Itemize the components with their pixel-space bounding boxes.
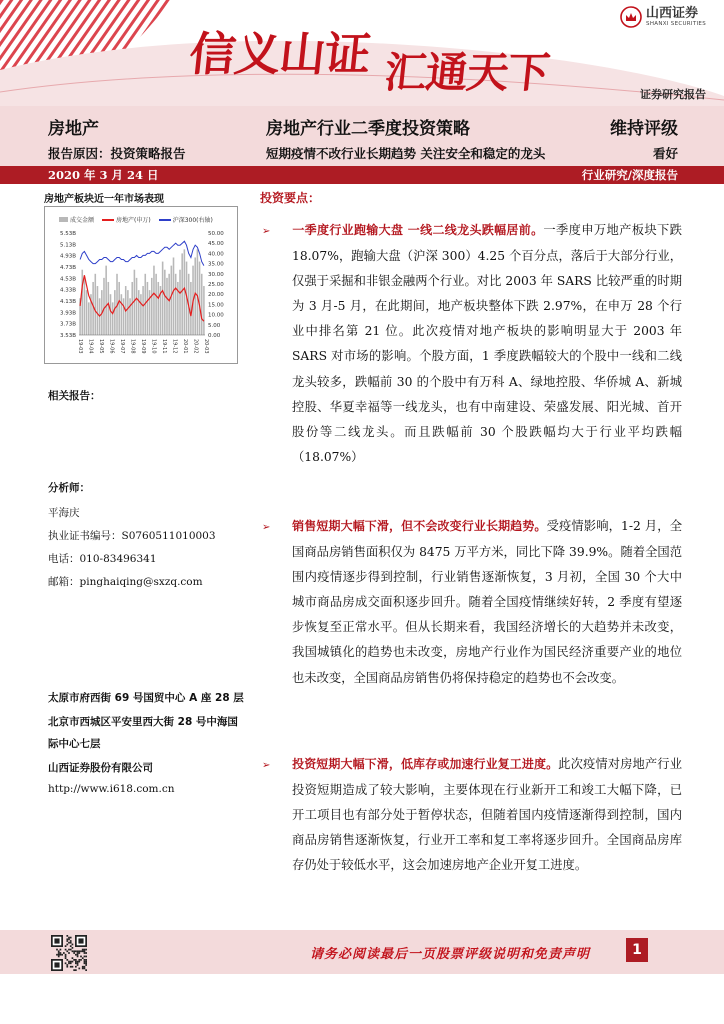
qr-module	[66, 966, 68, 968]
qr-module	[73, 969, 75, 971]
address-taiyuan: 太原市府西街 69 号国贸中心 A 座 28 层	[48, 692, 244, 704]
qr-module	[78, 950, 80, 952]
qr-module	[58, 952, 60, 954]
left-axis-tick: 3.53B	[59, 333, 76, 339]
qr-module	[65, 949, 67, 951]
x-axis-tick: 19-11	[161, 339, 167, 354]
right-axis-tick: 40.00	[208, 251, 224, 258]
company-logo	[620, 6, 706, 28]
qr-module	[66, 938, 68, 940]
qr-module	[77, 956, 79, 958]
volume-bar	[140, 294, 142, 335]
point-2	[262, 514, 682, 691]
report-title: 房地产行业二季度投资策略	[266, 119, 470, 139]
qr-module	[82, 957, 84, 959]
logo-en-text: SHANXI SECURITIES	[646, 20, 706, 27]
volume-bar	[88, 302, 90, 335]
qr-module	[75, 969, 77, 971]
logo-cn-text: 山西证券	[646, 5, 699, 21]
qr-module	[60, 952, 62, 954]
qr-module	[80, 956, 82, 958]
address-beijing-line2: 际中心七层	[48, 738, 101, 750]
market-chart-plot	[45, 207, 237, 363]
logo-icon	[620, 6, 642, 28]
qr-module	[70, 945, 72, 947]
slogan-part-1: 信义山证	[186, 27, 373, 81]
right-axis-tick: 25.00	[208, 282, 224, 288]
qr-module	[80, 950, 82, 952]
qr-module	[68, 949, 70, 951]
volume-bar	[129, 298, 131, 335]
bullet-arrow-icon: ➢	[262, 760, 271, 771]
point-2-head: 销售短期大幅下滑，但不会改变行业长期趋势。	[292, 519, 547, 533]
volume-bar	[168, 274, 170, 335]
qr-module	[82, 966, 84, 968]
report-reason: 报告原因：投资策略报告	[48, 146, 186, 161]
point-2-body: 受疫情影响，1-2 月，全国商品房销售面积仅为 8475 万平方米，同比下降 39.9%。随着全国范围内疫情逐步得到控制，行业销售逐渐恢复，3 月初，全国 30 个大中城市商品房成交面积逐步回升。随着全国疫情继续好转，2 季度有望逐步恢复至正常水平。但从长期来看，我国经济增长的大趋势并未改变，我国城镇化的趋势也未改变，房地产行业作为国民经济重要产业的地位也未改变，全国商品房销售仍将保持稳定的趋势也不会改变。	[292, 519, 682, 685]
point-1-head: 一季度行业跑输大盘 一线二线龙头跌幅居前。	[292, 223, 544, 237]
volume-bar	[197, 249, 199, 335]
qr-module	[75, 959, 77, 961]
volume-bar	[97, 286, 99, 335]
address-beijing-line1: 北京市西城区平安里西大街 28 号中海国	[48, 716, 238, 728]
left-axis-tick: 4.93B	[59, 253, 76, 260]
volume-bar	[114, 290, 116, 335]
analyst-phone: 电话：010-83496341	[48, 553, 157, 565]
disclaimer-text: 请务必阅读最后一页股票评级说明和免责声明	[310, 947, 591, 962]
qr-module	[84, 962, 86, 964]
right-axis-tick: 35.00	[208, 261, 224, 268]
qr-module	[65, 954, 67, 956]
qr-module	[73, 952, 75, 954]
qr-module	[75, 961, 77, 963]
volume-bar	[164, 270, 166, 335]
legend-volume: 成交金额	[59, 215, 94, 224]
market-chart	[44, 206, 238, 364]
legend-hs300: 沪深300(右轴)	[159, 215, 213, 224]
right-axis-tick: 0.00	[208, 333, 221, 339]
x-axis-tick: 19-12	[171, 339, 178, 354]
slogan-part-2: 汇通天下	[382, 48, 552, 97]
left-axis-tick: 4.53B	[59, 276, 76, 283]
related-reports-label: 相关报告：	[48, 390, 101, 402]
qr-module	[68, 938, 70, 940]
qr-module	[84, 966, 86, 968]
left-axis-tick: 4.73B	[59, 265, 76, 271]
qr-module	[78, 968, 80, 970]
volume-bar	[142, 286, 144, 335]
qr-module	[78, 961, 80, 963]
company-name: 山西证券股份有限公司	[48, 762, 153, 774]
volume-bar	[151, 278, 153, 335]
qr-module	[77, 954, 79, 956]
qr-module	[73, 959, 75, 961]
qr-module	[68, 962, 70, 964]
qr-module	[84, 949, 86, 951]
qr-module	[77, 950, 79, 952]
right-axis-tick: 30.00	[208, 271, 224, 278]
rating-outlook: 看好	[652, 146, 678, 161]
qr-module	[72, 961, 74, 963]
qr-module	[70, 940, 72, 942]
left-axis-tick: 5.13B	[59, 242, 76, 249]
qr-module	[72, 966, 74, 968]
qr-finder-core	[54, 938, 59, 943]
volume-bar	[123, 298, 125, 335]
report-date: 2020 年 3 月 24 日	[48, 168, 159, 182]
qr-module	[77, 962, 79, 964]
x-axis-tick: 19-03	[77, 339, 83, 354]
qr-module	[77, 952, 79, 954]
left-axis-tick: 3.73B	[59, 321, 76, 328]
volume-bar	[121, 294, 123, 335]
bullet-arrow-icon: ➢	[262, 226, 271, 237]
volume-bar	[158, 282, 160, 335]
left-axis-tick: 5.53B	[59, 231, 76, 237]
volume-bar	[108, 282, 110, 335]
volume-bar	[110, 294, 112, 335]
left-axis-tick: 3.93B	[59, 310, 76, 317]
qr-module	[60, 954, 62, 956]
qr-module	[82, 949, 84, 951]
volume-bar	[181, 253, 183, 335]
qr-finder-core	[78, 938, 83, 943]
qr-module	[66, 944, 68, 946]
x-axis-tick: 19-09	[140, 339, 146, 354]
volume-bar	[203, 286, 205, 335]
qr-module	[84, 950, 86, 952]
qr-module	[85, 956, 87, 958]
qr-finder-core	[54, 962, 59, 967]
title-band	[0, 106, 724, 166]
qr-module	[66, 950, 68, 952]
volume-bar	[153, 266, 155, 335]
qr-module	[77, 964, 79, 966]
qr-module	[58, 956, 60, 958]
volume-bar	[136, 278, 138, 335]
x-axis-tick: 19-04	[87, 339, 94, 354]
qr-module	[72, 950, 74, 952]
qr-module	[66, 964, 68, 966]
volume-bar	[131, 282, 133, 335]
qr-module	[56, 949, 58, 951]
qr-code-icon[interactable]	[51, 935, 87, 971]
qr-module	[70, 961, 72, 963]
volume-bar	[201, 274, 203, 335]
qr-module	[61, 954, 63, 956]
qr-module	[85, 964, 87, 966]
right-axis-tick: 20.00	[208, 292, 224, 299]
point-1-body: 一季度申万地产板块下跌 18.07%，跑输大盘（沪深 300）4.25 个百分点，落后于大部分行业，仅强于采掘和非银金融两个行业。对比 2003 年 SARS 比较严重的时期为 3 月-5 月，在此期间，地产板块整体下跌 2.97%，在申万 28 个行业中排名第 21 位。此次疫情对地产板块的影响明显大于 2003 年 SARS 对市场的影响。个股方面，1 季度跌幅较大的个股中一线和二线龙头较多，跌幅前 30 的个股中有万科 A、绿地控股、华侨城 A、新城控股、华夏幸福等一线龙头，也有中南建设、荣盛发展、阳光城、首开股份等二线龙头。而且跌幅前 30 个股跌幅均大于行业平均跌幅（18.07%）	[292, 223, 682, 464]
qr-module	[66, 959, 68, 961]
qr-module	[85, 969, 87, 971]
right-axis-tick: 45.00	[208, 241, 224, 248]
legend-property: 房地产(申万)	[102, 215, 151, 224]
qr-module	[58, 954, 60, 956]
qr-module	[56, 954, 58, 956]
header-banner	[0, 0, 724, 106]
qr-module	[85, 961, 87, 963]
qr-module	[68, 937, 70, 939]
right-axis-tick: 10.00	[208, 312, 224, 319]
volume-bar	[166, 278, 168, 335]
x-axis-tick: 19-10	[150, 339, 157, 354]
right-axis-tick: 15.00	[208, 302, 224, 309]
qr-module	[78, 952, 80, 954]
x-axis-tick: 20-02	[192, 339, 199, 354]
volume-bar	[105, 266, 107, 335]
property-index-line	[80, 275, 204, 321]
qr-module	[84, 952, 86, 954]
volume-bar	[84, 278, 86, 335]
volume-bar	[175, 274, 177, 335]
qr-module	[85, 952, 87, 954]
qr-module	[70, 966, 72, 968]
bullet-arrow-icon: ➢	[262, 522, 271, 533]
qr-module	[66, 940, 68, 942]
qr-module	[68, 952, 70, 954]
qr-module	[82, 968, 84, 970]
qr-module	[65, 956, 67, 958]
point-3-head: 投资短期大幅下滑，低库存或加速行业复工进度。	[292, 757, 559, 771]
investment-points-title: 投资要点：	[260, 191, 321, 205]
qr-module	[77, 961, 79, 963]
x-axis-tick: 19-05	[98, 339, 104, 354]
industry-name: 房地产	[48, 119, 99, 139]
right-axis-tick: 5.00	[208, 322, 221, 329]
analyst-email[interactable]: 邮箱：pinghaiqing@sxzq.com	[48, 576, 203, 588]
qr-module	[78, 959, 80, 961]
qr-module	[75, 950, 77, 952]
qr-module	[65, 945, 67, 947]
qr-module	[75, 954, 77, 956]
volume-bar	[179, 270, 181, 335]
volume-bar	[95, 274, 97, 335]
x-axis-tick: 20-03	[203, 339, 209, 354]
analyst-name: 平海庆	[48, 507, 80, 519]
volume-bar	[103, 278, 105, 335]
volume-bar	[147, 282, 149, 335]
x-axis-tick: 19-06	[108, 339, 115, 354]
qr-module	[66, 935, 68, 937]
qr-module	[85, 949, 87, 951]
volume-bar	[81, 270, 83, 335]
qr-module	[82, 950, 84, 952]
qr-module	[68, 942, 70, 944]
qr-module	[68, 961, 70, 963]
qr-module	[70, 962, 72, 964]
qr-module	[72, 957, 74, 959]
qr-module	[70, 942, 72, 944]
qr-module	[75, 962, 77, 964]
x-axis-tick: 19-07	[119, 339, 125, 354]
qr-module	[84, 961, 86, 963]
volume-bar	[112, 302, 114, 335]
company-website[interactable]: http://www.i618.com.cn	[48, 783, 175, 795]
volume-bar	[138, 290, 140, 335]
left-axis-tick: 4.33B	[59, 287, 76, 294]
right-axis-tick: 50.00	[208, 231, 224, 237]
qr-module	[80, 959, 82, 961]
qr-module	[65, 962, 67, 964]
hs300-index-line	[80, 241, 204, 265]
qr-module	[63, 952, 65, 954]
volume-bar	[171, 266, 173, 335]
volume-bar	[199, 262, 201, 335]
qr-module	[70, 937, 72, 939]
x-axis-tick: 20-01	[182, 339, 188, 354]
page-number: 1	[626, 938, 648, 962]
qr-module	[72, 947, 74, 949]
qr-module	[85, 962, 87, 964]
point-3	[262, 752, 682, 878]
qr-module	[84, 959, 86, 961]
report-series: 行业研究/深度报告	[581, 168, 678, 182]
qr-module	[73, 950, 75, 952]
point-3-body: 此次疫情对房地产行业投资短期造成了较大影响，主要体现在行业新开工和竣工大幅下降，已开工项目也有部分处于暂停状态，但随着国内疫情逐渐得到控制，国内商品房销售逐渐恢复，行业开工率和复工率将逐步回升。全国商品房库存仍处于较低水平，这会加速房地产企业开复工进度。	[292, 757, 682, 873]
qr-module	[84, 968, 86, 970]
analyst-label: 分析师：	[48, 482, 90, 494]
chart-title: 房地产板块近一年市场表现	[44, 194, 164, 205]
qr-module	[85, 959, 87, 961]
volume-bar	[155, 274, 157, 335]
analyst-license: 执业证书编号：S0760511010003	[48, 530, 216, 542]
qr-module	[75, 966, 77, 968]
report-type-label: 证券研究报告	[640, 88, 706, 101]
qr-module	[70, 949, 72, 951]
report-subtitle: 短期疫情不改行业长期趋势 关注安全和稳定的龙头	[266, 146, 546, 161]
volume-bar	[127, 290, 129, 335]
volume-bar	[162, 262, 164, 335]
qr-module	[60, 949, 62, 951]
date-bar	[0, 166, 724, 184]
rating-label: 维持评级	[610, 119, 678, 139]
volume-bar	[86, 290, 88, 335]
qr-module	[84, 956, 86, 958]
volume-bar	[173, 257, 175, 335]
qr-module	[72, 944, 74, 946]
volume-bar	[118, 282, 120, 335]
qr-module	[58, 950, 60, 952]
point-1	[262, 218, 682, 470]
x-axis-tick: 19-08	[129, 339, 136, 354]
chart-legend	[59, 215, 213, 224]
left-axis-tick: 4.13B	[59, 299, 76, 305]
qr-module	[65, 957, 67, 959]
